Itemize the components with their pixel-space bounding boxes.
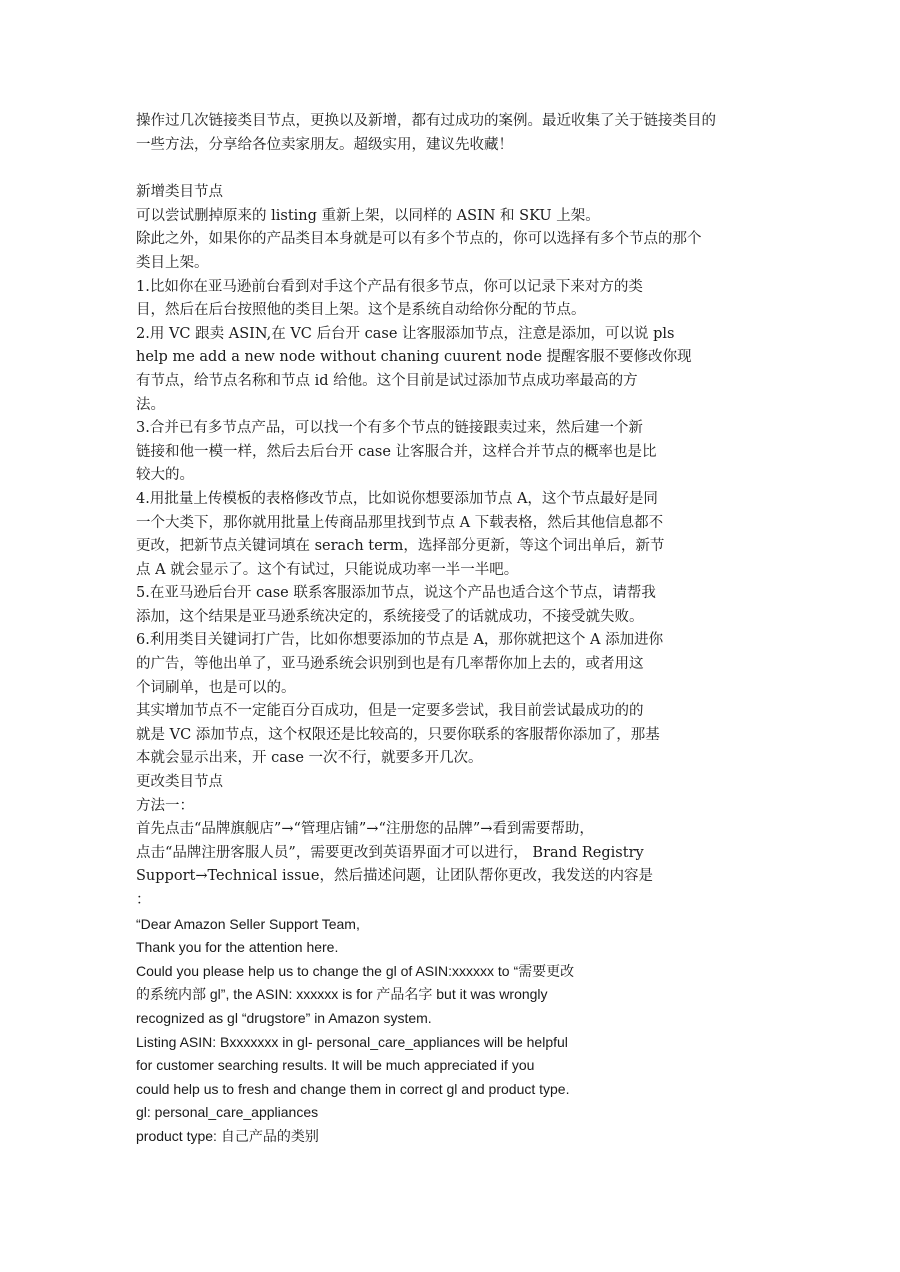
text-line: 的广告，等他出单了，亚马逊系统会识别到也是有几率帮你加上去的，或者用这 — [136, 656, 644, 673]
method-4-line: 4.用批量上传模板的表格修改节点，比如说你想要添加节点 A，这个节点最好是同 — [136, 490, 658, 507]
method-3-line: 3.合并已有多节点产品，可以找一个有多个节点的链接跟卖过来，然后建一个新 — [136, 420, 643, 437]
text-line: ： — [136, 892, 151, 908]
text-line: 类目上架。 — [136, 254, 209, 271]
method-6-line: 6.利用类目关键词打广告，比如你想要添加的节点是 A，那你就把这个 A 添加进你 — [136, 632, 664, 649]
document-body — [136, 110, 776, 1149]
text-line: 首先点击“品牌旗舰店”→“管理店铺”→“注册您的品牌”→看到需要帮助， — [136, 821, 594, 838]
letter-line: gl: personal_care_appliances — [136, 1104, 319, 1121]
text-line: 添加，这个结果是亚马逊系统决定的，系统接受了的话就成功，不接受就失败。 — [136, 608, 644, 625]
letter-line: for customer searching results. It will be much appreciated if you — [136, 1057, 535, 1074]
letter-line: 的系统内部 gl”, the ASIN: xxxxxx is for 产品名字 but it was wrongly — [136, 986, 548, 1003]
letter-line: recognized as gl “drugstore” in Amazon system. — [136, 1009, 432, 1026]
text-line: help me add a new node without chaning cuurent node 提醒客服不要修改你现 — [136, 349, 692, 366]
letter-line: product type: 自己产品的类别 — [136, 1127, 319, 1144]
text-line: 其实增加节点不一定能百分百成功，但是一定要多尝试，我目前尝试最成功的的 — [136, 703, 644, 720]
intro-line: 操作过几次链接类目节点，更换以及新增，都有过成功的案例。最近收集了关于链接类目的 — [136, 113, 716, 129]
text-line: Support→Technical issue，然后描述问题，让团队帮你更改，我发送的内容是 — [136, 868, 653, 885]
text-line: 法。 — [136, 396, 165, 413]
letter-line: Listing ASIN: Bxxxxxxx in gl- personal_care_appliances will be helpful — [136, 1033, 568, 1050]
text-line: 有节点，给节点名称和节点 id 给他。这个目前是试过添加节点成功率最高的方 — [136, 372, 638, 389]
method-2-line: 2.用 VC 跟卖 ASIN,在 VC 后台开 case 让客服添加节点，注意是添加，可以说 pls — [136, 325, 675, 342]
paragraph-gap — [136, 157, 776, 181]
text-line: 本就会显示出来，开 case 一次不行，就要多开几次。 — [136, 750, 483, 767]
method-5-line: 5.在亚马逊后台开 case 联系客服添加节点，说这个产品也适合这个节点，请帮我 — [136, 585, 656, 602]
text-line: 点击“品牌注册客服人员”，需要更改到英语界面才可以进行， Brand Registry — [136, 844, 644, 861]
text-line: 可以尝试删掉原来的 listing 重新上架，以同样的 ASIN 和 SKU 上架。 — [136, 207, 600, 224]
text-line: 链接和他一模一样，然后去后台开 case 让客服合并，这样合并节点的概率也是比 — [136, 443, 657, 460]
section-heading-add-node: 新增类目节点 — [136, 184, 223, 201]
text-line: 一个大类下，那你就用批量上传商品那里找到节点 A 下载表格，然后其他信息都不 — [136, 514, 664, 531]
letter-line: could help us to fresh and change them in correct gl and product type. — [136, 1080, 570, 1097]
text-line: 个词刷单，也是可以的。 — [136, 679, 296, 696]
letter-line: Thank you for the attention here. — [136, 939, 339, 956]
letter-line: Could you please help us to change the gl of ASIN:xxxxxx to “需要更改 — [136, 962, 575, 979]
intro-line: 一些方法，分享给各位卖家朋友。超级实用，建议先收藏！ — [136, 136, 513, 153]
letter-line: “Dear Amazon Seller Support Team, — [136, 915, 360, 932]
text-line: 除此之外，如果你的产品类目本身就是可以有多个节点的，你可以选择有多个节点的那个 — [136, 231, 702, 248]
text-line: 点 A 就会显示了。这个有试过，只能说成功率一半一半吧。 — [136, 561, 519, 578]
section-heading-change-node: 更改类目节点 — [136, 774, 223, 791]
text-line: 目，然后在后台按照他的类目上架。这个是系统自动给你分配的节点。 — [136, 302, 586, 319]
method-1-line: 1.比如你在亚马逊前台看到对手这个产品有很多节点，你可以记录下来对方的类 — [136, 278, 643, 295]
method-heading: 方法一： — [136, 797, 194, 814]
text-line: 就是 VC 添加节点，这个权限还是比较高的，只要你联系的客服帮你添加了，那基 — [136, 726, 660, 743]
text-line: 更改，把新节点关键词填在 serach term，选择部分更新，等这个词出单后，新节 — [136, 538, 665, 555]
text-line: 较大的。 — [136, 467, 194, 484]
